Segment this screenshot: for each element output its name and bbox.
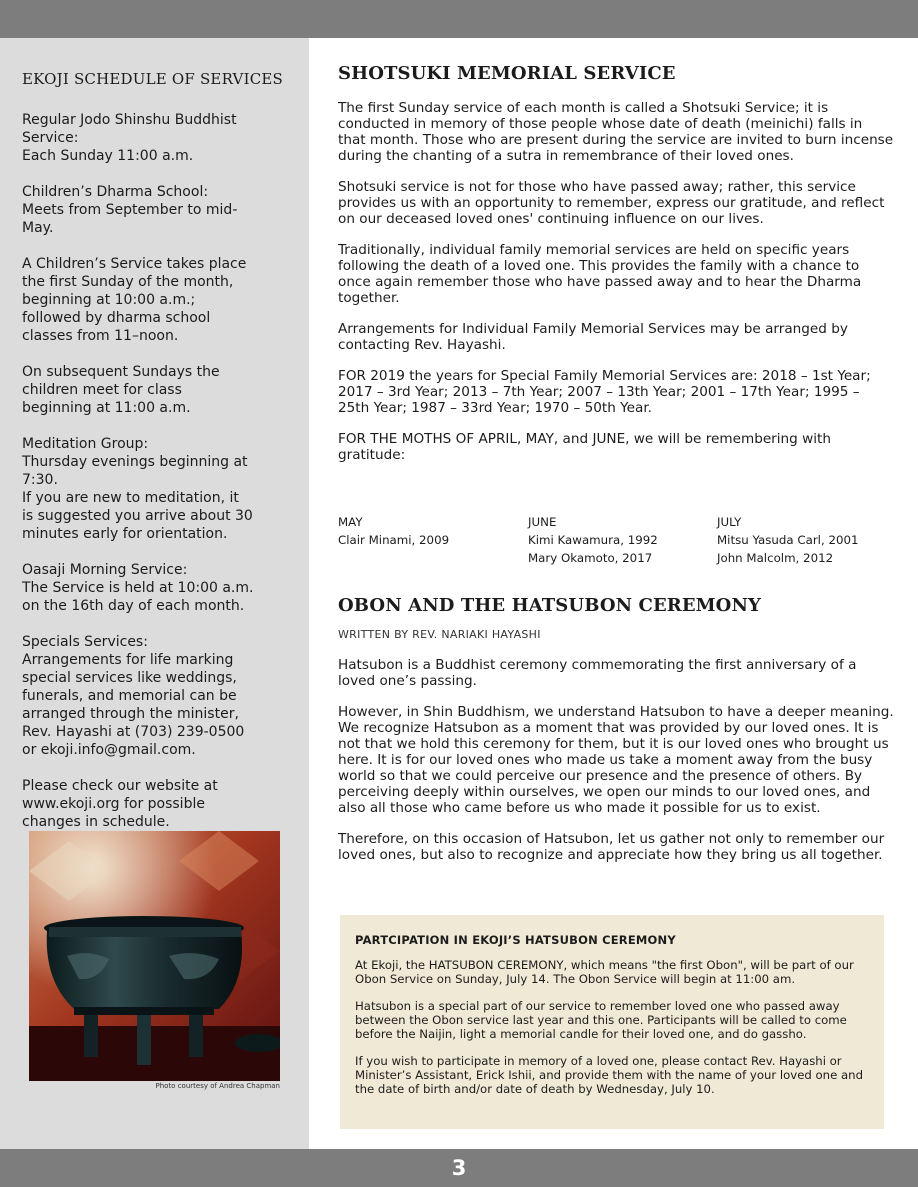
shotsuki-paragraph: FOR THE MOTHS OF APRIL, MAY, and JUNE, we will be remembering with gratitude: <box>338 431 831 463</box>
photo-credit: Photo courtesy of Andrea Chapman <box>155 1082 280 1090</box>
schedule-line: beginning at 10:00 a.m.; <box>22 292 196 308</box>
page-number: 3 <box>451 1156 467 1180</box>
shotsuki-paragraph: Traditionally, individual family memorial services are held on specific years following the death of a loved one. This provides the family with a chance to once again remember those who have passed away and to hear the Dharma together. <box>338 242 862 306</box>
memorial-month: JULY <box>717 515 742 529</box>
schedule-line: arranged through the minister, <box>22 706 239 722</box>
obon-paragraph: However, in Shin Buddhism, we understand Hatsubon to have a deeper meaning. We recognize Hatsubon as a moment that was provided by our loved ones. It is not that we hold this ceremony for them, but it is our loved ones who brought us here. It is for our loved ones who made us take a moment away from the busy world so that we could perceive our presence and the presence of others. By perceiving deeply within ourselves, we open our minds to our loved ones, and also all those who came before us who made it possible for us to exist. <box>338 704 894 816</box>
footer-bar <box>0 1149 918 1187</box>
schedule-line: on the 16th day of each month. <box>22 598 245 614</box>
schedule-line: Meets from September to mid- <box>22 202 238 218</box>
top-bar <box>0 0 918 38</box>
schedule-line: Each Sunday 11:00 a.m. <box>22 148 194 164</box>
schedule-line: A Children’s Service takes place <box>22 256 247 272</box>
shotsuki-heading: SHOTSUKI MEMORIAL SERVICE <box>338 63 676 84</box>
shotsuki-paragraph: FOR 2019 the years for Special Family Memorial Services are: 2018 – 1st Year; 2017 – 3rd Year; 2013 – 7th Year; 2007 – 13th Year; 2001 – 17th Year; 1995 – 25th Year; 1987 – 33rd Year; 1970 – 50th Year. <box>338 368 871 416</box>
callout-title: PARTCIPATION IN EKOJI’S HATSUBON CEREMONY <box>355 933 676 947</box>
schedule-line: funerals, and memorial can be <box>22 688 237 704</box>
callout-paragraph: Hatsubon is a special part of our service to remember loved one who passed away between the Obon service last year and this one. Participants will be called to come before the Naijin, light a memorial candle for their loved one, and do gassho. <box>355 999 847 1041</box>
incense-burner-photo <box>29 831 280 1081</box>
shotsuki-paragraph: Arrangements for Individual Family Memorial Services may be arranged by contacting Rev. Hayashi. <box>338 321 848 353</box>
hatsubon-callout-box <box>340 915 884 1129</box>
schedule-line: beginning at 11:00 a.m. <box>22 400 191 416</box>
shotsuki-article <box>338 100 894 478</box>
schedule-line: Children’s Dharma School: <box>22 184 209 200</box>
obon-article <box>338 657 894 878</box>
sidebar-title: EKOJI SCHEDULE OF SERVICES <box>22 70 284 88</box>
schedule-line: or ekoji.info@gmail.com. <box>22 742 196 758</box>
schedule-line: Regular Jodo Shinshu Buddhist <box>22 112 237 128</box>
memorial-name: Clair Minami, 2009 <box>338 533 450 547</box>
schedule-line: If you are new to meditation, it <box>22 490 239 506</box>
callout-paragraph: If you wish to participate in memory of a loved one, please contact Rev. Hayashi or Minister’s Assistant, Erick Ishii, and provide them with the name of your loved one and the date of birth and/or date of death by Wednesday, July 10. <box>355 1054 863 1096</box>
schedule-item <box>22 633 294 759</box>
memorial-name: Mary Okamoto, 2017 <box>528 551 653 565</box>
schedule-item <box>22 561 294 615</box>
schedule-item <box>22 255 294 345</box>
schedule-line: minutes early for orientation. <box>22 526 228 542</box>
schedule-line: Please check our website at <box>22 778 218 794</box>
memorial-name: Kimi Kawamura, 1992 <box>528 533 658 547</box>
schedule-item <box>22 777 294 831</box>
schedule-list <box>22 111 294 849</box>
callout-body <box>355 958 875 1109</box>
obon-paragraph: Therefore, on this occasion of Hatsubon, let us gather not only to remember our loved ones, but also to recognize and appreciate how they bring us all together. <box>338 831 885 863</box>
schedule-line: The Service is held at 10:00 a.m. <box>22 580 254 596</box>
schedule-line: followed by dharma school <box>22 310 211 326</box>
schedule-item <box>22 111 294 165</box>
incense-burner-image <box>29 831 280 1081</box>
schedule-line: Service: <box>22 130 79 146</box>
memorial-column-july <box>717 513 858 567</box>
memorial-column-june <box>528 513 658 567</box>
obon-heading: OBON AND THE HATSUBON CEREMONY <box>338 595 761 616</box>
memorial-month: MAY <box>338 515 363 529</box>
schedule-line: special services like weddings, <box>22 670 237 686</box>
schedule-item <box>22 435 294 543</box>
schedule-line: Specials Services: <box>22 634 148 650</box>
schedule-line: changes in schedule. <box>22 814 170 830</box>
byline: WRITTEN BY REV. NARIAKI HAYASHI <box>338 628 541 641</box>
schedule-line: Arrangements for life marking <box>22 652 234 668</box>
schedule-line: Oasaji Morning Service: <box>22 562 188 578</box>
shotsuki-paragraph: Shotsuki service is not for those who have passed away; rather, this service provides us with an opportunity to remember, express our gratitude, and reflect on our deceased loved ones' continuing influence on our lives. <box>338 179 885 227</box>
schedule-item <box>22 363 294 417</box>
schedule-line: www.ekoji.org for possible <box>22 796 205 812</box>
schedule-line: May. <box>22 220 54 236</box>
callout-paragraph: At Ekoji, the HATSUBON CEREMONY, which means "the first Obon", will be part of our Obon Service on Sunday, July 14. The Obon Service will begin at 11:00 am. <box>355 958 854 986</box>
schedule-line: Rev. Hayashi at (703) 239-0500 <box>22 724 245 740</box>
schedule-line: is suggested you arrive about 30 <box>22 508 253 524</box>
schedule-line: children meet for class <box>22 382 182 398</box>
schedule-line: 7:30. <box>22 472 58 488</box>
schedule-line: On subsequent Sundays the <box>22 364 220 380</box>
memorial-name: Mitsu Yasuda Carl, 2001 <box>717 533 859 547</box>
schedule-line: classes from 11–noon. <box>22 328 179 344</box>
shotsuki-paragraph: The first Sunday service of each month is called a Shotsuki Service; it is conducted in memory of those people whose date of death (meinichi) falls in that month. Those who are present during the service are invited to burn incense during the chanting of a sutra in remembrance of their loved ones. <box>338 100 894 164</box>
schedule-line: Meditation Group: <box>22 436 149 452</box>
schedule-line: the first Sunday of the month, <box>22 274 234 290</box>
memorial-column-may <box>338 513 449 549</box>
schedule-line: Thursday evenings beginning at <box>22 454 248 470</box>
memorial-name: John Malcolm, 2012 <box>717 551 834 565</box>
schedule-item <box>22 183 294 237</box>
memorial-month: JUNE <box>528 515 557 529</box>
obon-paragraph: Hatsubon is a Buddhist ceremony commemorating the first anniversary of a loved one’s passing. <box>338 657 857 689</box>
